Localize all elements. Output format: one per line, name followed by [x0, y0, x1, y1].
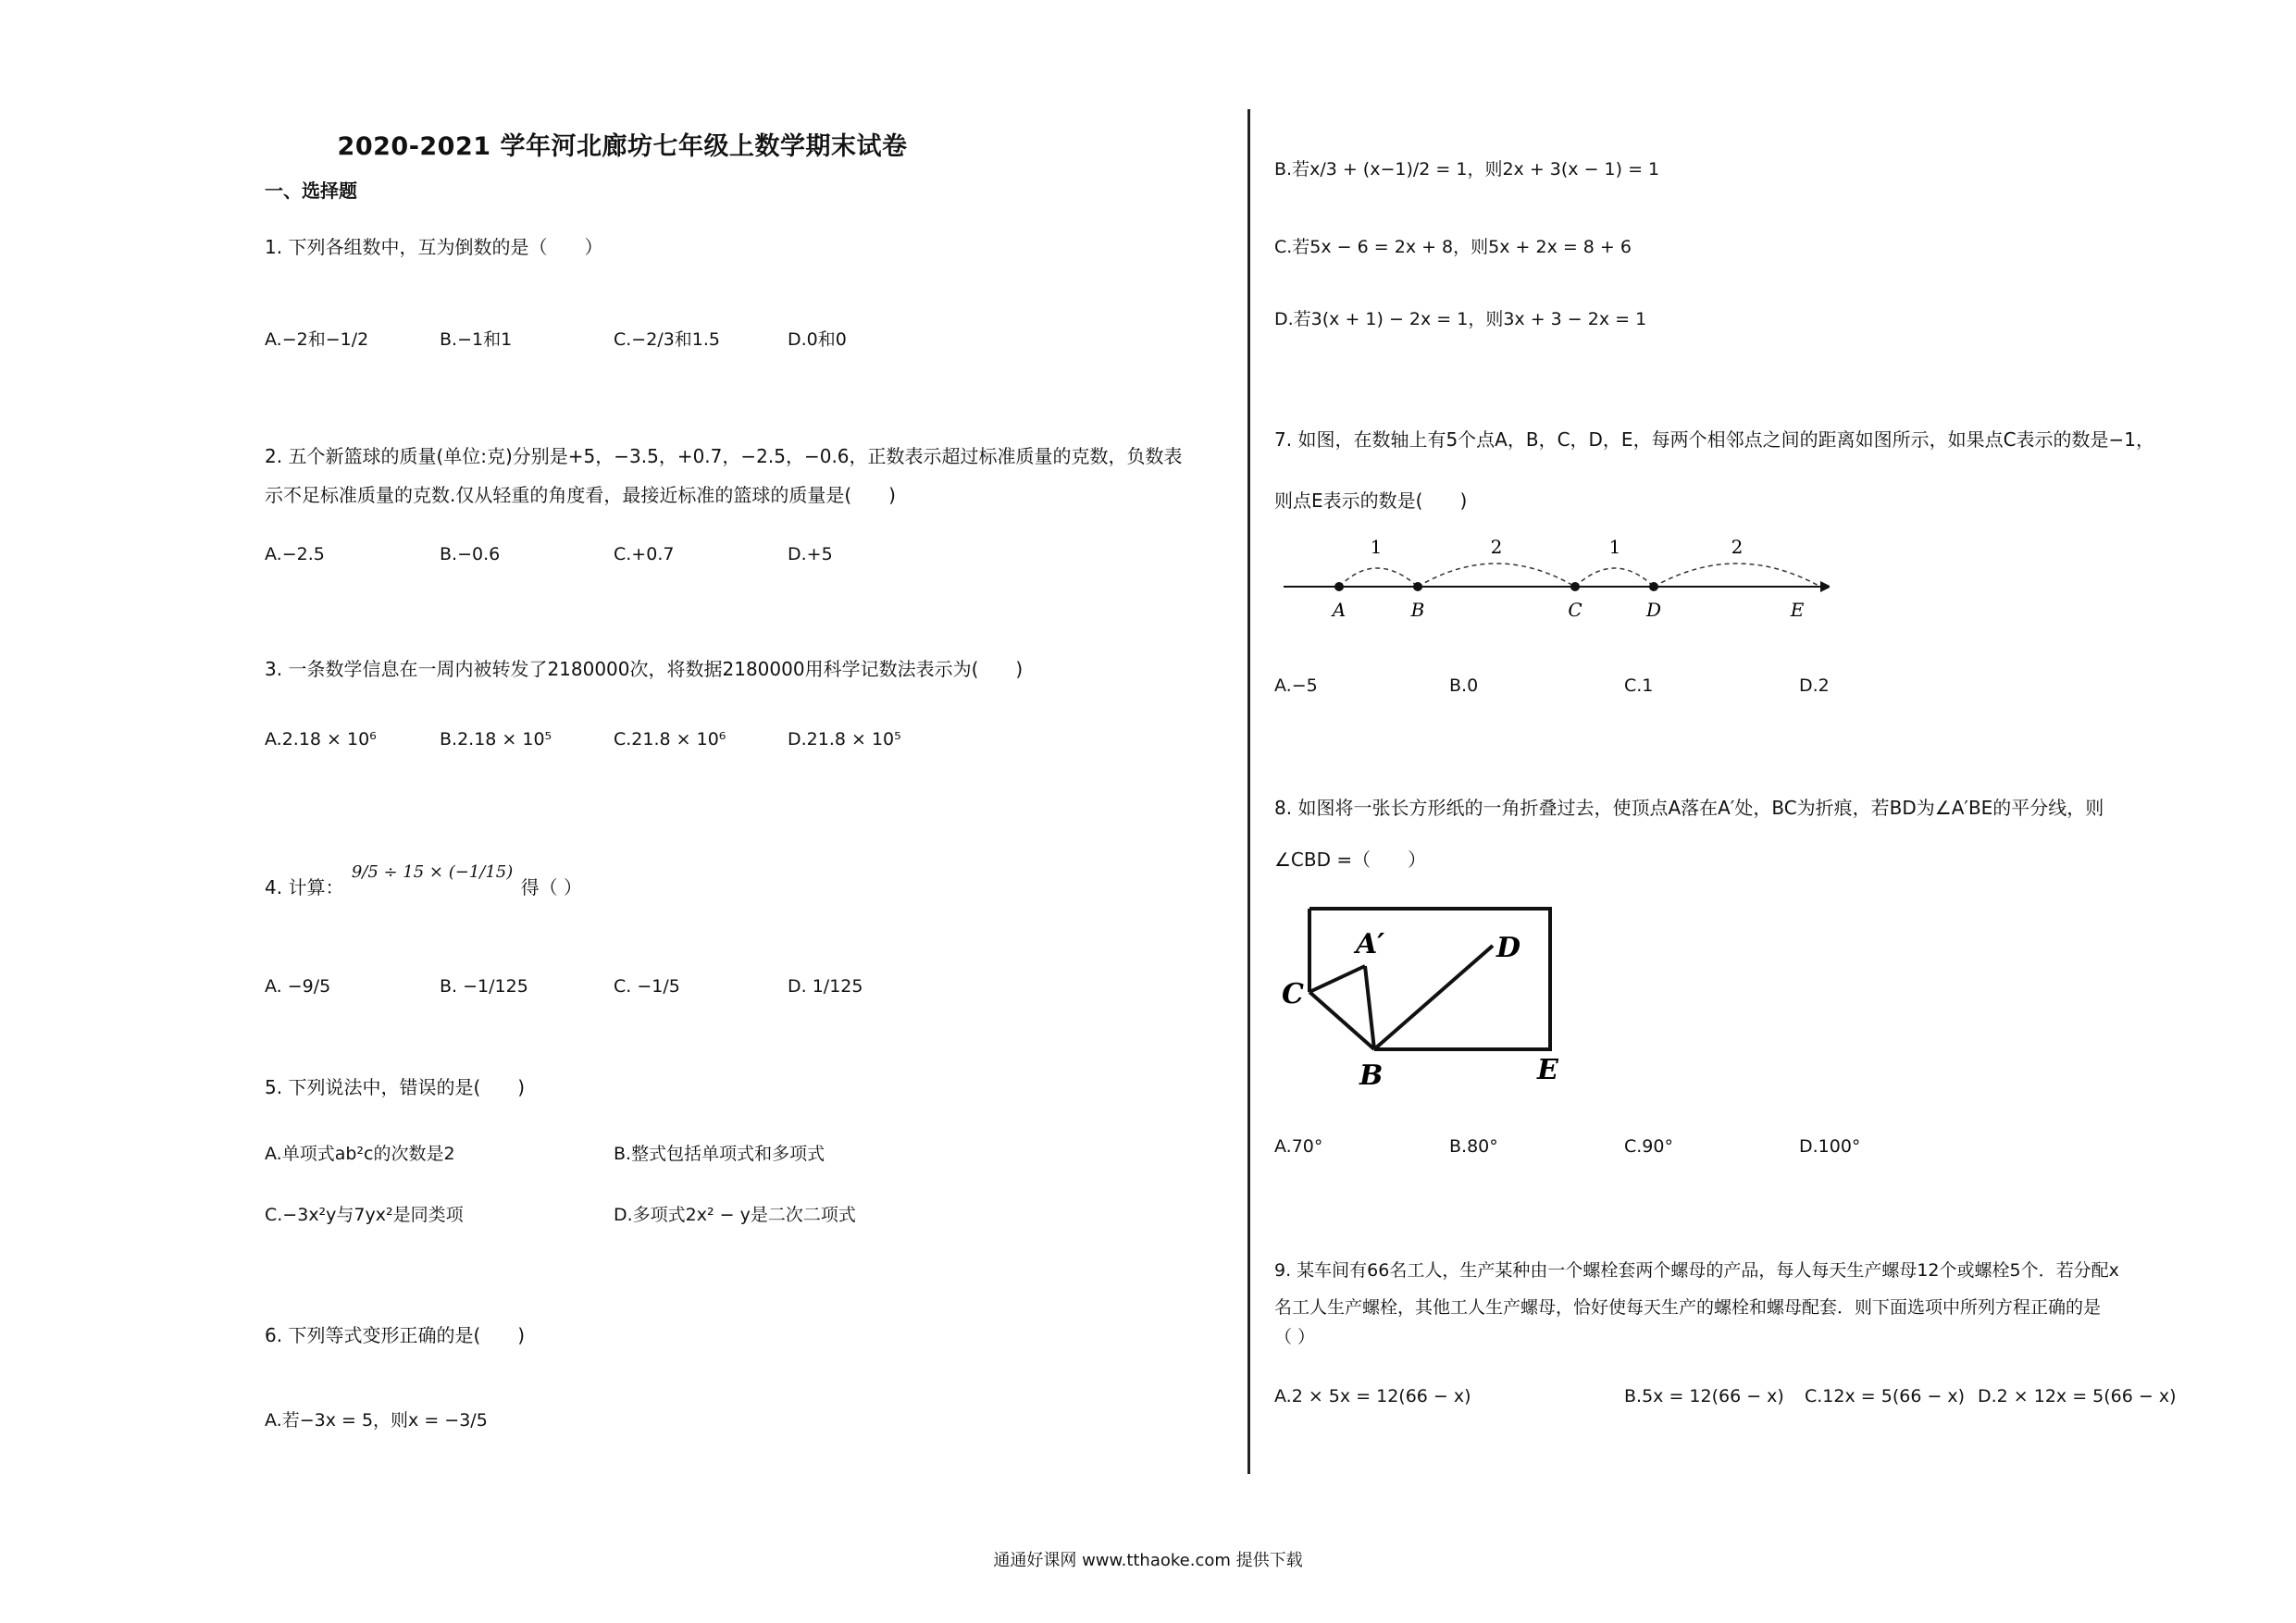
q2-stem-line2: 示不足标准质量的克数.仅从轻重的角度看，最接近标准的篮球的质量是( ): [265, 484, 896, 506]
q6-option-b[interactable]: B.若x/3 + (x−1)/2 = 1，则2x + 3(x − 1) = 1: [1274, 159, 1660, 180]
q3-option-c[interactable]: C.21.8 × 10⁶: [614, 729, 726, 750]
q2-option-b[interactable]: B.−0.6: [440, 544, 501, 564]
q9-stem-line1: 9. 某车间有66名工人，生产某种由一个螺栓套两个螺母的产品，每人每天生产螺母12个或螺栓5个．若分配x: [1274, 1260, 2119, 1281]
q8-option-b[interactable]: B.80°: [1449, 1136, 1498, 1157]
q9-stem-line2: 名工人生产螺栓，其他工人生产螺母，恰好使每天生产的螺栓和螺母配套．则下面选项中所列方程正确的是: [1274, 1297, 2102, 1318]
q4-option-a[interactable]: A. −9/5: [265, 976, 331, 997]
q7-option-d[interactable]: D.2: [1799, 675, 1830, 696]
q7-option-a[interactable]: A.−5: [1274, 675, 1318, 696]
q4-stem-suffix: 得（ ）: [520, 876, 583, 898]
q4-option-d[interactable]: D. 1/125: [788, 976, 863, 997]
q7-option-b[interactable]: B.0: [1449, 675, 1479, 696]
q2-option-c[interactable]: C.+0.7: [614, 544, 675, 564]
q5-option-c[interactable]: C.−3x²y与7yx²是同类项: [265, 1205, 464, 1225]
label-c: C: [1282, 978, 1304, 1010]
q5-option-d[interactable]: D.多项式2x² − y是二次二项式: [614, 1205, 856, 1225]
label-e: E: [1537, 1054, 1558, 1086]
q1-option-b[interactable]: B.−1和1: [440, 329, 513, 350]
q8-option-a[interactable]: A.70°: [1274, 1136, 1323, 1157]
q8-option-d[interactable]: D.100°: [1799, 1136, 1861, 1157]
point-a-label: A: [1332, 599, 1347, 621]
q1-stem: 1. 下列各组数中，互为倒数的是（ ）: [265, 236, 603, 258]
dist-label-1: 1: [1370, 536, 1383, 558]
q4-option-c[interactable]: C. −1/5: [614, 976, 680, 997]
number-line-arrow: [1820, 581, 1830, 592]
arc-a-b: [1339, 568, 1418, 587]
q6-stem: 6. 下列等式变形正确的是( ): [265, 1324, 526, 1346]
fold-segment-c-a: [1309, 966, 1365, 992]
point-b-dot: [1413, 582, 1422, 591]
point-b-label: B: [1410, 599, 1425, 621]
q9-option-b[interactable]: B.5x = 12(66 − x): [1624, 1386, 1784, 1406]
point-a-dot: [1334, 582, 1344, 591]
point-e-label: E: [1790, 599, 1805, 621]
bisector-bd: [1374, 946, 1493, 1049]
label-b: B: [1359, 1059, 1384, 1092]
q7-stem-line1: 7. 如图，在数轴上有5个点A，B，C，D，E，每两个相邻点之间的距离如图所示，如果点C表示的数是−1，: [1274, 428, 2155, 451]
page-footer: 通通好课网 www.tthaoke.com 提供下载: [993, 1551, 1303, 1570]
point-d-dot: [1649, 582, 1658, 591]
point-c-dot: [1570, 582, 1580, 591]
section-heading: 一、选择题: [265, 180, 357, 202]
q9-option-a[interactable]: A.2 × 5x = 12(66 − x): [1274, 1386, 1471, 1406]
q3-stem: 3. 一条数学信息在一周内被转发了2180000次，将数据2180000用科学记数法表示为( ): [265, 658, 1024, 680]
dist-label-3: 1: [1608, 536, 1621, 558]
q2-stem-line1: 2. 五个新篮球的质量(单位:克)分别是+5，−3.5，+0.7，−2.5，−0.6，正数表示超过标准质量的克数，负数表: [265, 445, 1183, 467]
column-divider: [1247, 109, 1250, 1474]
q1-option-c[interactable]: C.−2/3和1.5: [614, 329, 721, 350]
q5-stem: 5. 下列说法中，错误的是( ): [265, 1076, 526, 1098]
q4-stem: [265, 862, 583, 911]
fold-segment-a-b: [1365, 966, 1374, 1049]
q5-option-b[interactable]: B.整式包括单项式和多项式: [614, 1144, 825, 1164]
q3-option-a[interactable]: A.2.18 × 10⁶: [265, 729, 377, 750]
q2-option-d[interactable]: D.+5: [788, 544, 833, 564]
q3-option-d[interactable]: D.21.8 × 10⁵: [788, 729, 901, 750]
q6-option-d[interactable]: D.若3(x + 1) − 2x = 1，则3x + 3 − 2x = 1: [1274, 309, 1647, 329]
dist-label-2: 2: [1490, 536, 1503, 558]
q6-option-a[interactable]: A.若−3x = 5，则x = −3/5: [265, 1410, 488, 1431]
q4-option-b[interactable]: B. −1/125: [440, 976, 528, 997]
q4-expression: 9/5 ÷ 15 × (−1/15): [351, 862, 514, 882]
q3-option-b[interactable]: B.2.18 × 10⁵: [440, 729, 552, 750]
point-c-label: C: [1568, 599, 1582, 621]
number-line-figure: [1274, 527, 1830, 629]
arc-d-e: [1654, 564, 1820, 587]
arc-b-c: [1418, 564, 1575, 587]
q2-option-a[interactable]: A.−2.5: [265, 544, 325, 564]
q4-stem-prefix: 4. 计算：: [265, 876, 344, 898]
q9-option-d[interactable]: D.2 × 12x = 5(66 − x): [1978, 1386, 2177, 1406]
label-d: D: [1496, 932, 1521, 964]
q8-stem-line2: ∠CBD =（ ）: [1274, 849, 1427, 871]
page-title: 2020-2021 学年河北廊坊七年级上数学期末试卷: [337, 132, 908, 161]
q8-option-c[interactable]: C.90°: [1624, 1136, 1673, 1157]
folded-paper-figure: [1274, 899, 1561, 1103]
label-a-prime: A′: [1356, 928, 1385, 960]
q9-stem-line3: （ ）: [1274, 1327, 1316, 1347]
q5-option-a[interactable]: A.单项式ab²c的次数是2: [265, 1144, 455, 1164]
point-d-label: D: [1645, 599, 1662, 621]
q9-option-c[interactable]: C.12x = 5(66 − x): [1805, 1386, 1966, 1406]
q1-option-a[interactable]: A.−2和−1/2: [265, 329, 369, 350]
q1-option-d[interactable]: D.0和0: [788, 329, 847, 350]
dist-label-4: 2: [1731, 536, 1744, 558]
crease-bc: [1309, 992, 1374, 1049]
q8-stem-line1: 8. 如图将一张长方形纸的一角折叠过去，使顶点A落在A′处，BC为折痕，若BD为∠A′BE的平分线，则: [1274, 797, 2104, 819]
q7-option-c[interactable]: C.1: [1624, 675, 1654, 696]
q6-option-c[interactable]: C.若5x − 6 = 2x + 8，则5x + 2x = 8 + 6: [1274, 237, 1632, 257]
q7-stem-line2: 则点E表示的数是( ): [1274, 489, 1468, 512]
arc-c-d: [1575, 568, 1654, 587]
rectangle-outline: [1309, 909, 1550, 1049]
